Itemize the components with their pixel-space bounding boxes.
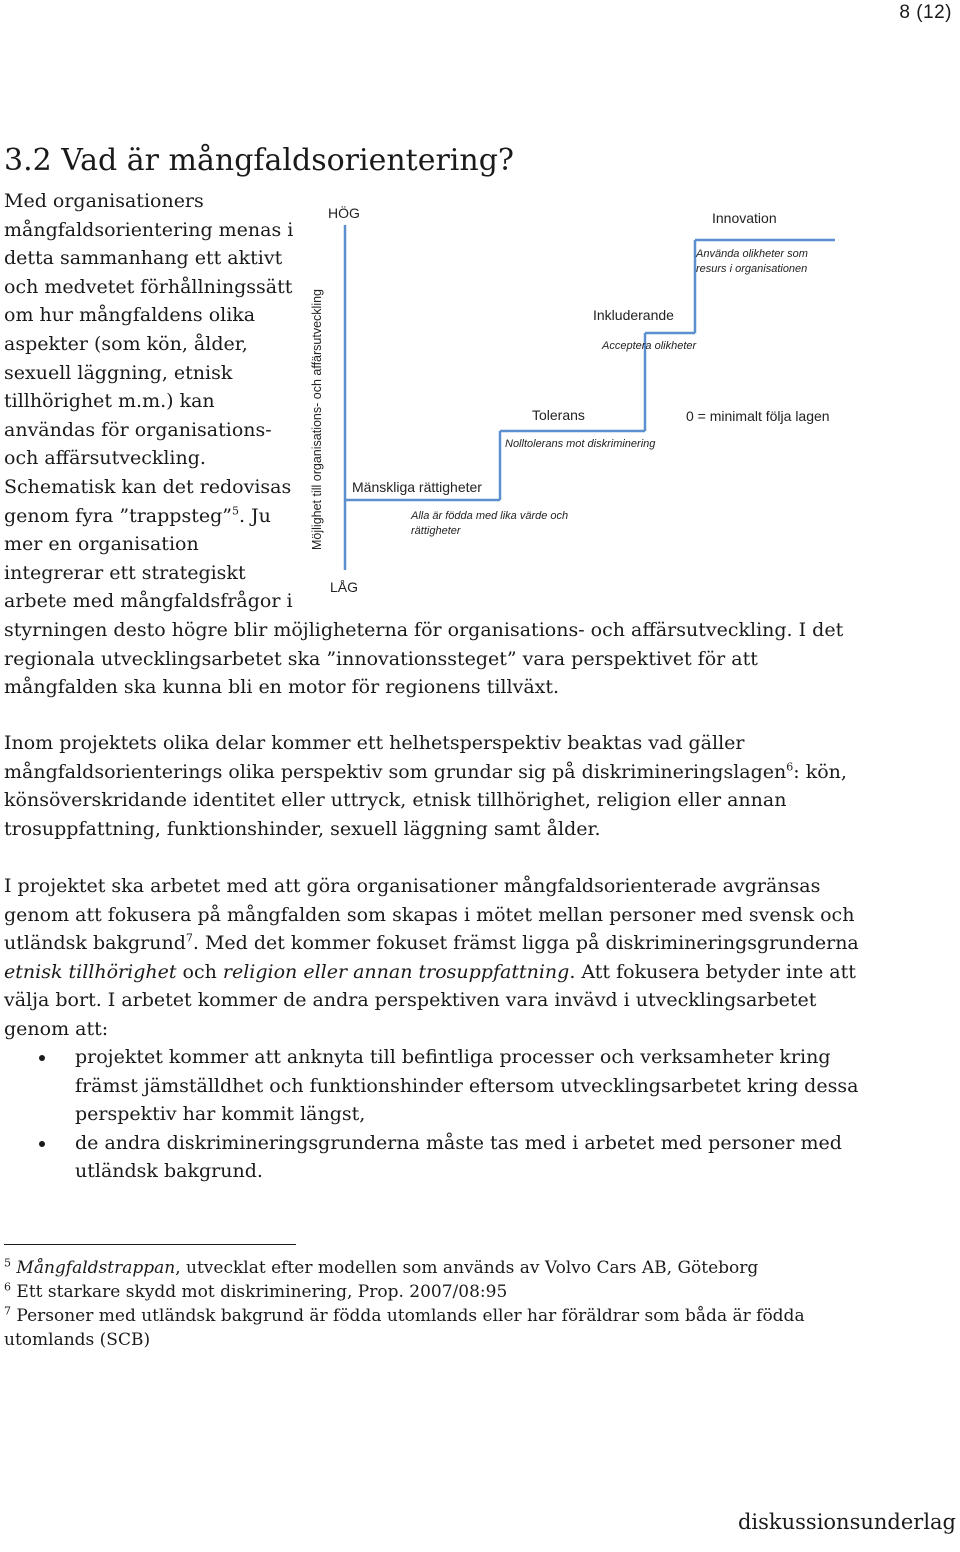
para2-text-end: : kön, könsöverskridande identitet eller uttryck, etnisk tillhörighet, religion eller annan trosuppfattning, funktionshinder, sexuell läggning samt ålder.	[4, 760, 847, 840]
y-axis-label: Möjlighet till organisations- och affärsutveckling	[310, 288, 324, 550]
para3-text-end: . Att fokusera betyder inte att välja bort. I arbetet kommer de andra perspektiven vara invävd i utvecklingsarbetet genom att:	[4, 960, 856, 1040]
step-subtitle-rights: Alla är födda med lika värde och rättigheter	[411, 510, 569, 537]
bullet-list	[4, 1043, 864, 1186]
footer-label: diskussionsunderlag	[737, 1510, 956, 1534]
page-number: 8 (12)	[899, 2, 952, 23]
axis-low-label: LÅG	[330, 579, 359, 595]
footnote-ref-6[interactable]: 6	[786, 760, 794, 774]
intro-paragraph-continued: styrningen desto högre blir möjligheterna för organisations- och affärsutveckling. I det regionala utvecklingsarbetet ska ”innovationssteget” vara perspektivet för att mångfalden ska kunna bli en motor för regionens tillväxt.	[4, 619, 844, 699]
paragraph-discrimination-grounds	[4, 729, 864, 843]
footnote-text: Ett starkare skydd mot diskriminering, Prop. 2007/08:95	[16, 1282, 508, 1302]
footnote-7	[4, 1304, 864, 1352]
footnote-6	[4, 1280, 864, 1304]
footnote-number: 5	[4, 1256, 11, 1270]
para3-em-ethnicity: etnisk tillhörighet	[4, 960, 177, 983]
intro-text: Med organisationers mångfaldsorientering menas i detta sammanhang ett aktivt och medvetet förhållningssätt om hur mångfaldens olika aspekter (som kön, ålder, sexuell läggning, etnisk tillhörighet m.m.) kan användas för organisations- och affärsutveckling. Schematisk kan det redovisas genom fyra ”trappsteg”	[4, 190, 294, 527]
step-title-rights: Mänskliga rättigheter	[352, 479, 482, 495]
list-item	[4, 1043, 864, 1129]
footnote-5	[4, 1256, 864, 1280]
footnote-em: Mångfaldstrappan	[16, 1258, 176, 1278]
step-title-tolerance: Tolerans	[532, 407, 585, 423]
step-title-inclusive: Inkluderande	[593, 307, 674, 323]
bullet-icon	[39, 1055, 45, 1061]
para2-text: Inom projektets olika delar kommer ett helhetsperspektiv beaktas vad gäller mångfaldsorienterings olika perspektiv som grundar sig på diskrimineringslagen	[4, 732, 787, 783]
footnote-ref-7[interactable]: 7	[185, 931, 193, 945]
footnote-number: 7	[4, 1304, 11, 1318]
footnote-text: , utvecklat efter modellen som används av Volvo Cars AB, Göteborg	[175, 1258, 759, 1278]
section-heading: 3.2 Vad är mångfaldsorientering?	[4, 143, 515, 178]
intro-text-tail: . Ju mer en organisation integrerar ett strategiskt arbete med mångfaldsfrågor i	[4, 504, 293, 613]
list-item	[4, 1129, 864, 1186]
para3-text-and: och	[176, 960, 223, 983]
axis-high-label: HÖG	[328, 205, 360, 221]
intro-paragraph	[4, 187, 294, 616]
step-subtitle-inclusive: Acceptera olikheter	[602, 340, 697, 352]
footnote-text: Personer med utländsk bakgrund är födda utomlands eller har föräldrar som båda är födda utomlands (SCB)	[4, 1306, 805, 1350]
paragraph-project-scope	[4, 872, 874, 1044]
baseline-label: 0 = minimalt följa lagen	[686, 408, 830, 424]
step-subtitle-tolerance: Nolltolerans mot diskriminering	[505, 438, 656, 450]
footnote-ref-5[interactable]: 5	[231, 504, 239, 518]
para3-text: I projektet ska arbetet med att göra organisationer mångfaldsorienterade avgränsas genom att fokusera på mångfalden som skapas i mötet mellan personer med svensk och utländsk bakgrund	[4, 875, 855, 955]
para3-text-mid: . Med det kommer fokuset främst ligga på diskrimineringsgrunderna	[192, 932, 859, 955]
step-title-innovation: Innovation	[712, 210, 777, 226]
bullet-icon	[39, 1141, 45, 1147]
footnote-divider	[4, 1244, 296, 1245]
footnote-number: 6	[4, 1280, 11, 1294]
list-item-text: de andra diskrimineringsgrunderna måste tas med i arbetet med personer med utländsk bakgrund.	[75, 1131, 842, 1183]
footnotes	[4, 1256, 864, 1352]
list-item-text: projektet kommer att anknyta till befintliga processer och verksamheter kring främst jämställdhet och funktionshinder eftersom utvecklingsarbetet kring dessa perspektiv har kommit längst,	[75, 1046, 859, 1126]
step-subtitle-innovation: Använda olikheter som resurs i organisationen	[696, 248, 808, 275]
para3-em-religion: religion eller annan trosuppfattning	[222, 960, 570, 983]
diversity-staircase-diagram	[300, 195, 850, 615]
